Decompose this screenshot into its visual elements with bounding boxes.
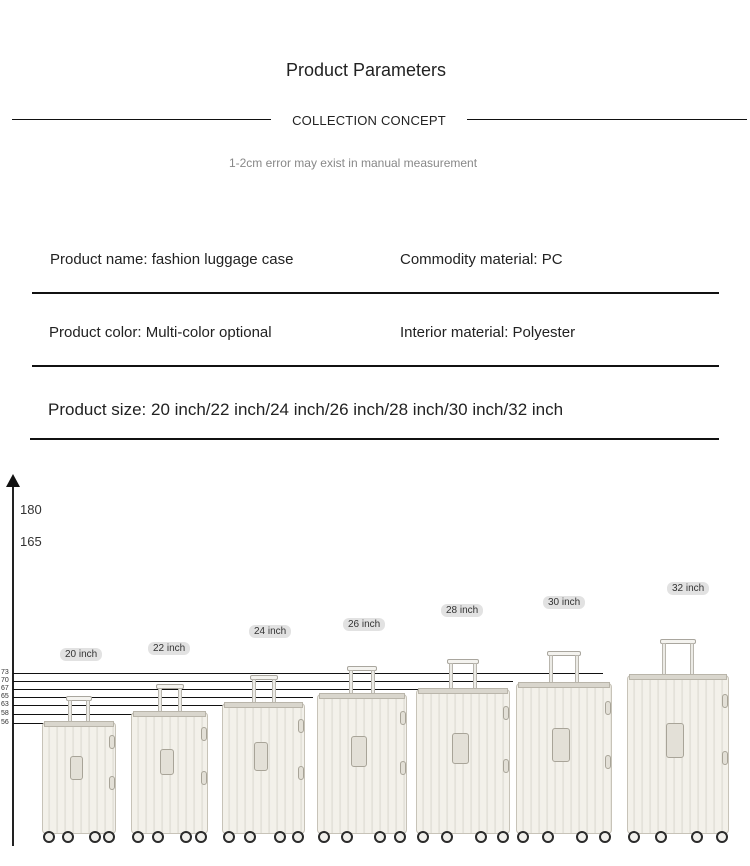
tick-label-70: 70 — [1, 677, 9, 684]
wheel-icon — [103, 831, 115, 843]
carry-handle — [666, 723, 684, 758]
wheel-icon — [394, 831, 406, 843]
wheel-icon — [195, 831, 207, 843]
wheel-icon — [475, 831, 487, 843]
wheel-icon — [223, 831, 235, 843]
side-latch — [605, 755, 611, 769]
handle-post — [690, 643, 694, 677]
wheel-icon — [576, 831, 588, 843]
carry-handle — [254, 742, 269, 771]
page-title: Product Parameters — [285, 60, 447, 80]
spec-row-divider — [32, 292, 719, 294]
height-guide-line — [13, 681, 513, 682]
wheel-icon — [497, 831, 509, 843]
tick-label-165: 165 — [20, 534, 42, 549]
spec-row-divider — [30, 438, 719, 440]
tick-label-180: 180 — [20, 502, 42, 517]
spec-product-color: Product color: Multi-color optional — [49, 324, 272, 341]
axis-arrow-icon — [6, 474, 20, 487]
wheel-icon — [691, 831, 703, 843]
aluminum-frame — [133, 711, 206, 717]
aluminum-frame — [418, 688, 508, 694]
wheel-icon — [441, 831, 453, 843]
wheel-icon — [655, 831, 667, 843]
suitcase-size-label: 22 inch — [148, 642, 190, 655]
height-axis — [12, 484, 14, 846]
side-latch — [201, 727, 207, 741]
wheel-icon — [628, 831, 640, 843]
carry-handle — [552, 728, 569, 761]
handle-post — [549, 655, 553, 685]
handle-post — [449, 663, 453, 691]
side-latch — [605, 701, 611, 715]
height-guide-line — [13, 705, 223, 706]
height-guide-line — [13, 673, 603, 674]
side-latch — [109, 776, 115, 790]
side-latch — [109, 735, 115, 749]
wheel-icon — [180, 831, 192, 843]
side-latch — [722, 694, 728, 708]
wheel-icon — [417, 831, 429, 843]
aluminum-frame — [319, 693, 405, 699]
tick-label-56: 56 — [1, 719, 9, 726]
side-latch — [298, 719, 304, 733]
tick-label-67: 67 — [1, 685, 9, 692]
wheel-icon — [599, 831, 611, 843]
side-latch — [298, 766, 304, 780]
wheel-icon — [318, 831, 330, 843]
wheel-icon — [43, 831, 55, 843]
carry-handle — [351, 736, 367, 767]
wheel-icon — [716, 831, 728, 843]
suitcase-size-label: 20 inch — [60, 648, 102, 661]
suitcase-size-label: 32 inch — [667, 582, 709, 595]
aluminum-frame — [44, 721, 114, 727]
aluminum-frame — [629, 674, 727, 680]
suitcase-size-label: 30 inch — [543, 596, 585, 609]
side-latch — [722, 751, 728, 765]
height-guide-line — [13, 689, 418, 690]
wheel-icon — [374, 831, 386, 843]
handle-post — [662, 643, 666, 677]
wheel-icon — [274, 831, 286, 843]
carry-handle — [70, 756, 83, 781]
left-divider — [12, 119, 271, 120]
tick-label-63: 63 — [1, 701, 9, 708]
tick-label-73: 73 — [1, 669, 9, 676]
wheel-icon — [89, 831, 101, 843]
carry-handle — [160, 749, 174, 776]
wheel-icon — [341, 831, 353, 843]
suitcase-size-label: 28 inch — [441, 604, 483, 617]
carry-handle — [452, 733, 469, 765]
tick-label-65: 65 — [1, 693, 9, 700]
wheel-icon — [244, 831, 256, 843]
right-divider — [467, 119, 747, 120]
spec-row-divider — [32, 365, 719, 367]
spec-interior-material: Interior material: Polyester — [400, 324, 576, 341]
height-guide-line — [13, 714, 133, 715]
aluminum-frame — [518, 682, 610, 688]
side-latch — [201, 771, 207, 785]
collection-subtitle: COLLECTION CONCEPT — [292, 113, 446, 128]
suitcase-size-label: 26 inch — [343, 618, 385, 631]
wheel-icon — [62, 831, 74, 843]
handle-post — [473, 663, 477, 691]
side-latch — [400, 761, 406, 775]
wheel-icon — [292, 831, 304, 843]
wheel-icon — [542, 831, 554, 843]
height-guide-line — [13, 697, 313, 698]
side-latch — [503, 706, 509, 720]
side-latch — [400, 711, 406, 725]
wheel-icon — [152, 831, 164, 843]
tick-label-58: 58 — [1, 710, 9, 717]
measurement-note: 1-2cm error may exist in manual measurement — [228, 156, 478, 170]
aluminum-frame — [224, 702, 303, 708]
side-latch — [503, 759, 509, 773]
spec-product-size: Product size: 20 inch/22 inch/24 inch/26 inch/28 inch/30 inch/32 inch — [48, 400, 564, 419]
wheel-icon — [132, 831, 144, 843]
suitcase-size-label: 24 inch — [249, 625, 291, 638]
handle-post — [575, 655, 579, 685]
wheel-icon — [517, 831, 529, 843]
spec-commodity-material: Commodity material: PC — [400, 251, 563, 268]
spec-product-name: Product name: fashion luggage case — [50, 251, 294, 268]
